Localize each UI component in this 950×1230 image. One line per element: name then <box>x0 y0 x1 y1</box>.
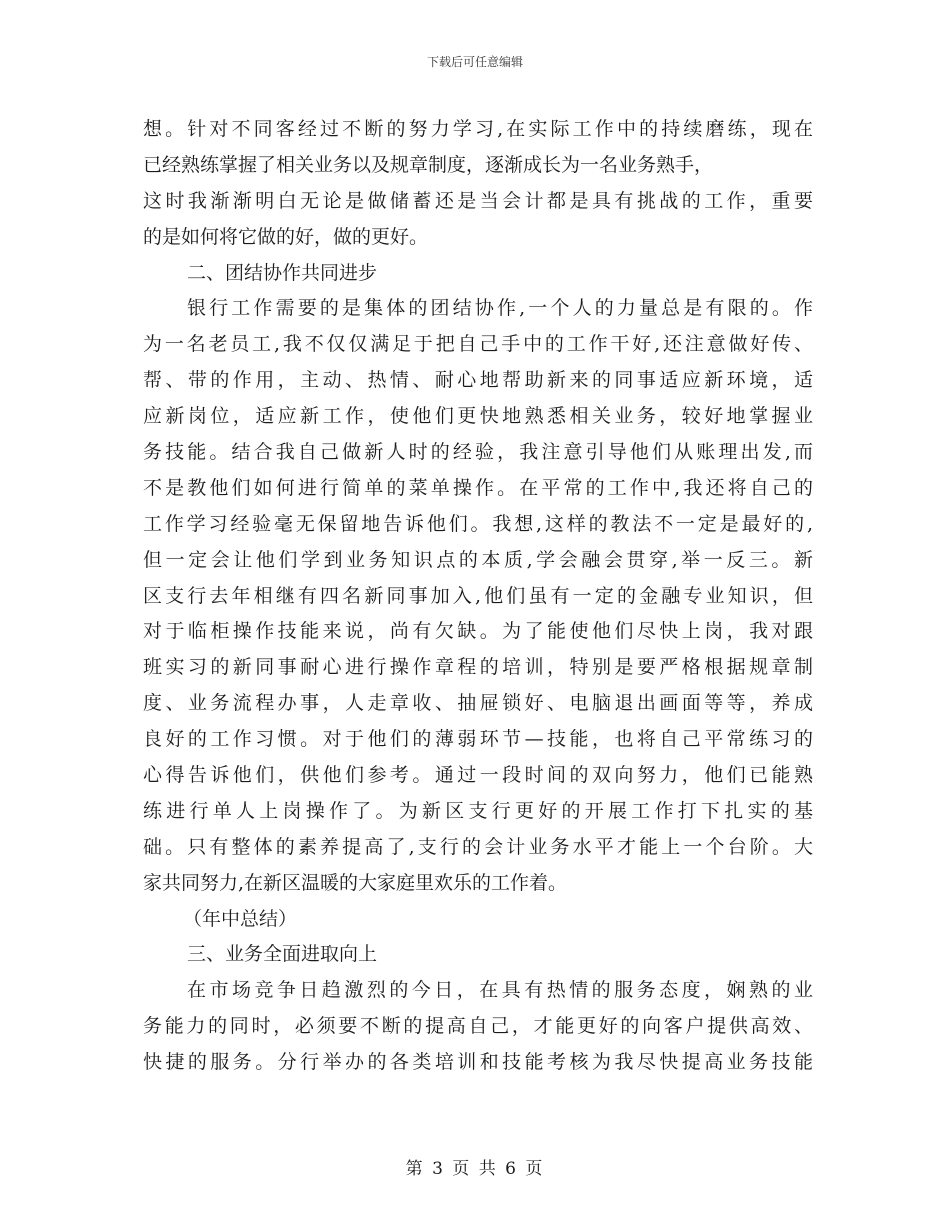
text-line: 度、业务流程办事，人走章收、抽屉锁好、电脑退出画面等等，养成 <box>143 692 813 715</box>
text-line: 在市场竞争日趋激烈的今日，在具有热情的服务态度，娴熟的业 <box>187 979 813 1002</box>
text-line: 应新岗位，适应新工作，使他们更快地熟悉相关业务，较好地掌握业 <box>143 405 813 428</box>
text-line: 三、业务全面进取向上 <box>187 943 378 966</box>
text-line: 银行工作需要的是集体的团结协作,一个人的力量总是有限的。作 <box>187 297 813 320</box>
text-line: 工作学习经验毫无保留地告诉他们。我想,这样的教法不一定是最好的, <box>143 512 813 535</box>
text-line: （年中总结） <box>183 907 298 930</box>
text-line: 这时我渐渐明白无论是做储蓄还是当会计都是具有挑战的工作，重要 <box>143 189 813 212</box>
text-line: 良好的工作习惯。对于他们的薄弱环节—技能，也将自己平常练习的 <box>143 728 813 751</box>
text-line: 区支行去年相继有四名新同事加入,他们虽有一定的金融专业知识，但 <box>143 584 813 607</box>
text-line: 二、团结协作共同进步 <box>187 261 378 284</box>
text-line: 练进行单人上岗操作了。为新区支行更好的开展工作打下扎实的基 <box>143 799 813 822</box>
text-line: 帮、带的作用，主动、热情、耐心地帮助新来的同事适应新环境，适 <box>143 369 813 392</box>
text-line: 对于临柜操作技能来说，尚有欠缺。为了能使他们尽快上岗，我对跟 <box>143 620 813 643</box>
page-header: 下载后可任意编辑 <box>426 55 523 69</box>
text-line: 础。只有整体的素养提高了,支行的会计业务水平才能上一个台阶。大 <box>143 835 813 858</box>
text-line: 的是如何将它做的好，做的更好。 <box>143 225 429 248</box>
text-line: 家共同努力,在新区温暖的大家庭里欢乐的工作着。 <box>143 871 568 894</box>
text-line: 务能力的同时，必须要不断的提高自己，才能更好的向客户提供高效、 <box>143 1015 813 1038</box>
text-line: 心得告诉他们，供他们参考。通过一段时间的双向努力，他们已能熟 <box>143 764 813 787</box>
page-footer: 第 3 页 共 6 页 <box>405 1159 545 1179</box>
text-line: 为一名老员工,我不仅仅满足于把自己手中的工作干好,还注意做好传、 <box>143 333 813 356</box>
text-line: 已经熟练掌握了相关业务以及规章制度，逐渐成长为一名业务熟手， <box>143 153 714 176</box>
text-line: 务技能。结合我自己做新人时的经验，我注意引导他们从账理出发,而 <box>143 441 813 464</box>
text-line: 班实习的新同事耐心进行操作章程的培训，特别是要严格根据规章制 <box>143 656 813 679</box>
document-body <box>143 112 813 1081</box>
text-line: 想。针对不同客经过不断的努力学习,在实际工作中的持续磨练，现在 <box>143 118 813 140</box>
text-line: 但一定会让他们学到业务知识点的本质,学会融会贯穿,举一反三。新 <box>143 548 813 571</box>
text-line: 快捷的服务。分行举办的各类培训和技能考核为我尽快提高业务技能 <box>143 1051 813 1074</box>
text-line: 不是教他们如何进行简单的菜单操作。在平常的工作中,我还将自己的 <box>143 476 813 499</box>
